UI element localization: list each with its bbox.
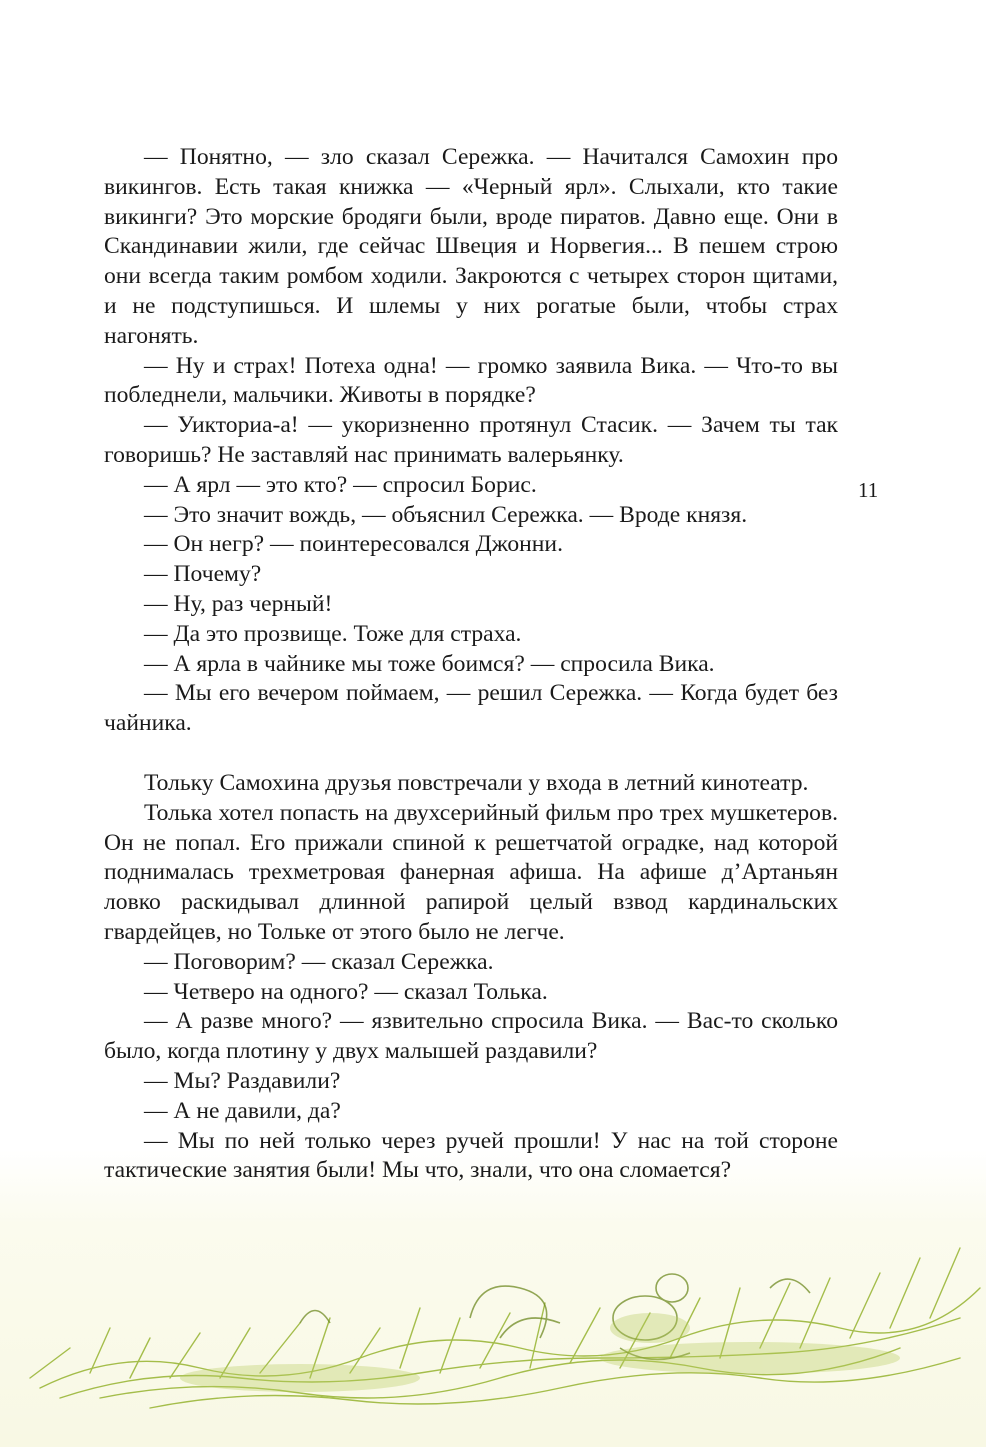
paragraph: — А не давили, да?: [144, 1097, 341, 1124]
paragraph: — Да это прозвище. Тоже для страха.: [144, 620, 522, 647]
paragraph: — Поговорим? — сказал Сережка.: [144, 948, 494, 975]
paragraph: — Уикториа-а! — укоризненно протянул Стасик. — Зачем ты так говоришь? Не заставляй нас принимать валерьянку.: [104, 412, 838, 468]
paragraph: — Мы? Раздавили?: [144, 1067, 341, 1094]
paragraph: — Четверо на одного? — сказал Толька.: [144, 978, 548, 1005]
paragraph: — Он негр? — поинтересовался Джонни.: [144, 531, 563, 558]
paragraph: — А ярл — это кто? — спросил Борис.: [144, 471, 537, 498]
paragraph: — Понятно, — зло сказал Сережка. — Начитался Самохин про викингов. Есть такая книжка — «Черный ярл». Слыхали, кто такие викинги? Это морские бродяги были, вроде пиратов. Давно еще. Они в Скандинавии жили, где сейчас Швеция и Норвегия... В пешем строю они всегда таким ромбом ходили. Закроются с четырех сторон щитами, и не подступишься. И шлемы у них рогатые были, чтобы страх нагонять.: [104, 144, 838, 349]
paragraph: — Это значит вождь, — объяснил Сережка. — Вроде князя.: [144, 501, 748, 528]
paragraph: Толька хотел попасть на двухсерийный фильм про трех мушкетеров. Он не попал. Его прижали спиной к решетчатой оградке, над которой поднималась трехметровая фанерная афиша. На афише д’Артаньян ловко раскидывал длинной рапирой целый взвод кардинальских гвардейцев, но Тольке от этого было не легче.: [104, 799, 838, 945]
paragraph: — Мы его вечером поймаем, — решил Сережка. — Когда будет без чайника.: [104, 680, 838, 737]
paragraph: — Мы по ней только через ручей прошли! У нас на той стороне тактические занятия были! Мы что, знали, что она сломается?: [104, 1127, 838, 1184]
grass-illustration: [0, 1228, 986, 1447]
paragraph: — Ну и страх! Потеха одна! — громко заявила Вика. — Что-то вы побледнели, мальчики. Животы в порядке?: [104, 352, 838, 409]
paragraph: — Ну, раз черный!: [144, 590, 333, 617]
paragraph: — А разве много? — язвительно спросила Вика. — Вас-то сколько было, когда плотину у двух малышей раздавили?: [104, 1008, 838, 1065]
section-break: [104, 739, 838, 769]
paragraph: — А ярла в чайнике мы тоже боимся? — спросила Вика.: [144, 650, 715, 677]
paragraph: — Почему?: [144, 561, 262, 588]
text-body: [104, 143, 838, 1186]
page-number: 11: [858, 478, 879, 502]
paragraph: Тольку Самохина друзья повстречали у входа в летний кинотеатр.: [144, 769, 809, 796]
